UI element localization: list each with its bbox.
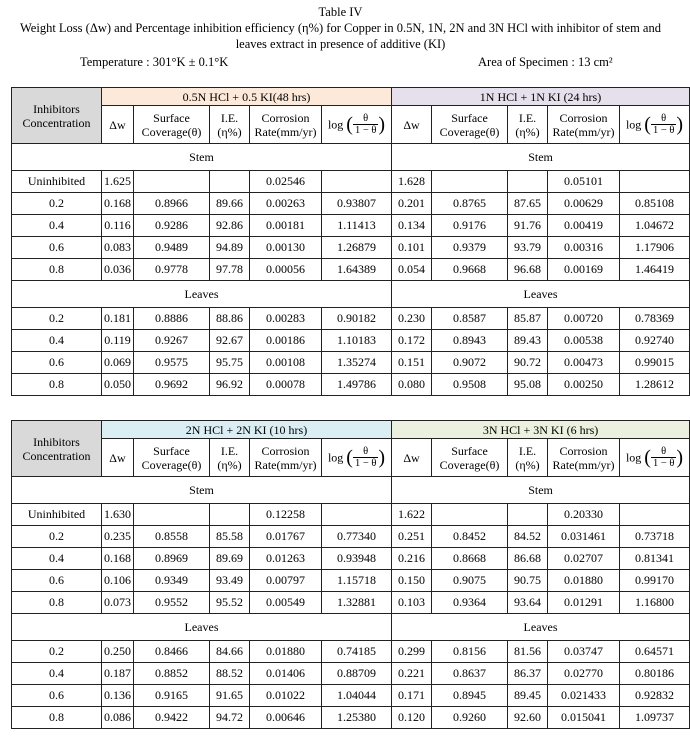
log-label: log	[327, 117, 344, 132]
cell-coverage: 0.9508	[432, 374, 508, 396]
cell-ie: 93.49	[210, 570, 250, 592]
cell-log: 0.64571	[620, 641, 690, 663]
log-label: log	[625, 117, 642, 132]
concentration-cell: Uninhibited	[12, 504, 102, 526]
cell-coverage: 0.8969	[134, 548, 210, 570]
theta-ratio-fraction	[353, 446, 378, 469]
cell-dw: 0.134	[392, 215, 432, 237]
cell-ie: 86.37	[508, 663, 548, 685]
cell-dw: 0.073	[102, 592, 134, 614]
cell-corrosion: 0.00186	[250, 330, 322, 352]
cell-log: 0.88709	[322, 663, 392, 685]
cell-coverage: 0.9692	[134, 374, 210, 396]
cell-log: 1.32881	[322, 592, 392, 614]
concentration-cell: 0.6	[12, 237, 102, 259]
one-minus-theta-denominator: 1 − θ	[652, 458, 675, 469]
cell-log: 0.93807	[322, 193, 392, 215]
cell-coverage: 0.9260	[432, 707, 508, 729]
one-minus-theta-denominator: 1 − θ	[354, 458, 377, 469]
col-header-weight-loss: Δw	[102, 106, 134, 144]
cell-corrosion: 0.00130	[250, 237, 322, 259]
concentration-cell: 0.2	[12, 526, 102, 548]
cell-ie: 84.66	[210, 641, 250, 663]
table-row	[12, 259, 690, 281]
col-header-inhibition-efficiency: I.E. (η%)	[210, 106, 250, 144]
table-row	[12, 171, 690, 193]
cell-coverage	[432, 171, 508, 193]
cell-log: 1.09737	[620, 707, 690, 729]
cell-coverage: 0.8587	[432, 308, 508, 330]
close-paren-glyph: )	[676, 113, 684, 136]
table-row	[12, 707, 690, 729]
cell-corrosion: 0.031461	[548, 526, 620, 548]
cell-coverage: 0.8943	[432, 330, 508, 352]
concentration-cell: Uninhibited	[12, 171, 102, 193]
cell-ie: 88.86	[210, 308, 250, 330]
cell-log: 0.78369	[620, 308, 690, 330]
cell-corrosion: 0.00181	[250, 215, 322, 237]
theta-numerator: θ	[353, 113, 378, 125]
cell-ie: 81.56	[508, 641, 548, 663]
cell-log: 0.93948	[322, 548, 392, 570]
theta-ratio-fraction	[651, 446, 676, 469]
cell-log: 1.11413	[322, 215, 392, 237]
cell-log: 1.16800	[620, 592, 690, 614]
theta-numerator: θ	[651, 446, 676, 458]
cell-corrosion: 0.00316	[548, 237, 620, 259]
cell-log	[620, 171, 690, 193]
cell-corrosion: 0.20330	[548, 504, 620, 526]
temperature-label: Temperature : 301°K ± 0.1°K	[80, 55, 229, 69]
cell-ie	[508, 171, 548, 193]
cell-corrosion: 0.01022	[250, 685, 322, 707]
cell-coverage: 0.9165	[134, 685, 210, 707]
cell-coverage: 0.8852	[134, 663, 210, 685]
cell-ie: 95.75	[210, 352, 250, 374]
cell-corrosion: 0.00169	[548, 259, 620, 281]
concentration-cell: 0.6	[12, 352, 102, 374]
col-header-log-ratio	[322, 439, 392, 477]
cell-ie	[210, 171, 250, 193]
cell-dw: 0.216	[392, 548, 432, 570]
cell-log: 0.92832	[620, 685, 690, 707]
col-header-log-ratio	[322, 106, 392, 144]
concentration-cell: 0.2	[12, 641, 102, 663]
cell-coverage: 0.8765	[432, 193, 508, 215]
concentration-cell: 0.4	[12, 330, 102, 352]
col-header-log-ratio	[620, 106, 690, 144]
col-header-inhibition-efficiency: I.E. (η%)	[508, 106, 548, 144]
cell-log: 0.74185	[322, 641, 392, 663]
close-paren-glyph: )	[378, 446, 386, 469]
col-header-log-ratio	[620, 439, 690, 477]
cell-ie: 85.58	[210, 526, 250, 548]
concentration-cell: 0.6	[12, 685, 102, 707]
cell-corrosion: 0.00629	[548, 193, 620, 215]
cell-dw: 0.086	[102, 707, 134, 729]
cell-dw: 0.054	[392, 259, 432, 281]
cell-coverage: 0.9176	[432, 215, 508, 237]
cell-corrosion: 0.00250	[548, 374, 620, 396]
concentration-cell: 0.4	[12, 548, 102, 570]
cell-log: 1.49786	[322, 374, 392, 396]
col-header-inhibitors-concentration: Inhibitors Concentration	[12, 421, 102, 477]
table-number: Table IV	[318, 5, 363, 19]
cell-log	[620, 504, 690, 526]
cell-coverage: 0.9349	[134, 570, 210, 592]
close-paren-glyph: )	[378, 113, 386, 136]
cell-log: 1.46419	[620, 259, 690, 281]
section-label-leaves: Leaves	[12, 614, 392, 641]
table-row	[12, 570, 690, 592]
cell-log: 0.90182	[322, 308, 392, 330]
col-header-surface-coverage: Surface Coverage(θ)	[432, 439, 508, 477]
cell-ie: 97.78	[210, 259, 250, 281]
cell-log: 1.35274	[322, 352, 392, 374]
cell-dw: 1.630	[102, 504, 134, 526]
cell-corrosion: 0.00263	[250, 193, 322, 215]
cell-dw: 0.230	[392, 308, 432, 330]
cell-ie: 87.65	[508, 193, 548, 215]
weight-loss-table-high-concentration	[11, 420, 690, 729]
open-paren-glyph: (	[644, 113, 651, 136]
cell-ie	[210, 504, 250, 526]
cell-dw: 0.119	[102, 330, 134, 352]
cell-log: 0.73718	[620, 526, 690, 548]
cell-coverage: 0.9286	[134, 215, 210, 237]
table-row	[12, 308, 690, 330]
cell-dw: 0.069	[102, 352, 134, 374]
cell-ie: 96.68	[508, 259, 548, 281]
cell-log: 0.99170	[620, 570, 690, 592]
condition-title-left: 0.5N HCl + 0.5 KI(48 hrs)	[102, 88, 392, 106]
cell-coverage: 0.8945	[432, 685, 508, 707]
cell-ie: 85.87	[508, 308, 548, 330]
cell-log: 0.85108	[620, 193, 690, 215]
table-caption-line-1: Weight Loss (Δw) and Percentage inhibition efficiency (η%) for Copper in 0.5N, 1N, 2N and 3N HCl with inhibitor of stem and	[20, 21, 661, 35]
cell-corrosion: 0.01291	[548, 592, 620, 614]
cell-ie: 94.72	[210, 707, 250, 729]
cell-ie	[508, 504, 548, 526]
cell-corrosion: 0.12258	[250, 504, 322, 526]
cell-log: 0.99015	[620, 352, 690, 374]
cell-coverage: 0.9552	[134, 592, 210, 614]
cell-dw: 0.103	[392, 592, 432, 614]
cell-ie: 95.08	[508, 374, 548, 396]
cell-dw: 0.116	[102, 215, 134, 237]
cell-coverage: 0.9422	[134, 707, 210, 729]
cell-log: 1.10183	[322, 330, 392, 352]
cell-dw: 0.150	[392, 570, 432, 592]
cell-coverage: 0.9778	[134, 259, 210, 281]
cell-coverage: 0.9379	[432, 237, 508, 259]
cell-coverage	[134, 504, 210, 526]
col-header-surface-coverage: Surface Coverage(θ)	[134, 439, 210, 477]
cell-ie: 88.52	[210, 663, 250, 685]
cell-corrosion: 0.05101	[548, 171, 620, 193]
table-caption-line-2: leaves extract in presence of additive (KI)	[235, 37, 446, 51]
open-paren-glyph: (	[346, 446, 353, 469]
table-row	[12, 526, 690, 548]
table-row	[12, 504, 690, 526]
cell-dw: 0.187	[102, 663, 134, 685]
concentration-cell: 0.4	[12, 663, 102, 685]
cell-ie: 84.52	[508, 526, 548, 548]
cell-corrosion: 0.021433	[548, 685, 620, 707]
cell-corrosion: 0.01880	[250, 641, 322, 663]
cell-dw: 1.628	[392, 171, 432, 193]
cell-ie: 90.72	[508, 352, 548, 374]
cell-dw: 0.201	[392, 193, 432, 215]
cell-ie: 96.92	[210, 374, 250, 396]
cell-coverage: 0.8637	[432, 663, 508, 685]
cell-ie: 91.76	[508, 215, 548, 237]
col-header-surface-coverage: Surface Coverage(θ)	[432, 106, 508, 144]
log-label: log	[625, 450, 642, 465]
cell-ie: 93.79	[508, 237, 548, 259]
cell-log: 1.25380	[322, 707, 392, 729]
cell-log: 0.81341	[620, 548, 690, 570]
cell-ie: 86.68	[508, 548, 548, 570]
cell-ie: 89.45	[508, 685, 548, 707]
cell-ie: 95.52	[210, 592, 250, 614]
table-row	[12, 237, 690, 259]
cell-corrosion: 0.015041	[548, 707, 620, 729]
one-minus-theta-denominator: 1 − θ	[354, 125, 377, 136]
cell-log: 1.28612	[620, 374, 690, 396]
cell-dw: 0.106	[102, 570, 134, 592]
section-label-stem: Stem	[12, 477, 392, 504]
col-header-corrosion-rate: Corrosion Rate(mm/yr)	[548, 439, 620, 477]
col-header-corrosion-rate: Corrosion Rate(mm/yr)	[548, 106, 620, 144]
table-row	[12, 374, 690, 396]
cell-dw: 0.168	[102, 548, 134, 570]
cell-corrosion: 0.00797	[250, 570, 322, 592]
cell-coverage: 0.8966	[134, 193, 210, 215]
specimen-area-label: Area of Specimen : 13 cm²	[478, 55, 613, 69]
cell-dw: 0.151	[392, 352, 432, 374]
cell-dw: 0.168	[102, 193, 134, 215]
cell-coverage: 0.9575	[134, 352, 210, 374]
cell-corrosion: 0.01880	[548, 570, 620, 592]
cell-log: 0.92740	[620, 330, 690, 352]
cell-dw: 1.622	[392, 504, 432, 526]
cell-corrosion: 0.00108	[250, 352, 322, 374]
cell-log: 1.04044	[322, 685, 392, 707]
col-header-weight-loss: Δw	[102, 439, 134, 477]
cell-log	[322, 504, 392, 526]
cell-dw: 0.171	[392, 685, 432, 707]
table-row	[12, 548, 690, 570]
header-row-columns	[12, 106, 690, 144]
cell-dw: 0.050	[102, 374, 134, 396]
section-label-leaves: Leaves	[392, 614, 690, 641]
header-row-titles	[12, 88, 690, 106]
table-row	[12, 215, 690, 237]
cell-dw: 0.101	[392, 237, 432, 259]
cell-ie: 92.86	[210, 215, 250, 237]
cell-coverage	[432, 504, 508, 526]
concentration-cell: 0.8	[12, 592, 102, 614]
cell-coverage: 0.8886	[134, 308, 210, 330]
cell-coverage: 0.9072	[432, 352, 508, 374]
cell-log	[322, 171, 392, 193]
table-row	[12, 193, 690, 215]
cell-coverage	[134, 171, 210, 193]
theta-numerator: θ	[353, 446, 378, 458]
cell-corrosion: 0.01263	[250, 548, 322, 570]
cell-dw: 0.181	[102, 308, 134, 330]
section-label-stem: Stem	[392, 144, 690, 171]
header-row-columns	[12, 439, 690, 477]
cell-corrosion: 0.00473	[548, 352, 620, 374]
cell-log: 1.26879	[322, 237, 392, 259]
section-row-leaves	[12, 281, 690, 308]
close-paren-glyph: )	[676, 446, 684, 469]
cell-corrosion: 0.00720	[548, 308, 620, 330]
table-row	[12, 352, 690, 374]
cell-coverage: 0.9364	[432, 592, 508, 614]
cell-dw: 0.080	[392, 374, 432, 396]
cell-dw: 0.036	[102, 259, 134, 281]
concentration-cell: 0.2	[12, 193, 102, 215]
table-row	[12, 685, 690, 707]
header-row-titles	[12, 421, 690, 439]
cell-coverage: 0.9075	[432, 570, 508, 592]
weight-loss-table-low-concentration	[11, 87, 690, 396]
col-header-corrosion-rate: Corrosion Rate(mm/yr)	[250, 106, 322, 144]
cell-corrosion: 0.02770	[548, 663, 620, 685]
table-row	[12, 592, 690, 614]
concentration-cell: 0.4	[12, 215, 102, 237]
section-label-leaves: Leaves	[12, 281, 392, 308]
cell-corrosion: 0.00056	[250, 259, 322, 281]
cell-log: 1.04672	[620, 215, 690, 237]
cell-ie: 93.64	[508, 592, 548, 614]
col-header-inhibition-efficiency: I.E. (η%)	[210, 439, 250, 477]
cell-log: 0.80186	[620, 663, 690, 685]
concentration-cell: 0.8	[12, 707, 102, 729]
cell-ie: 89.66	[210, 193, 250, 215]
cell-dw: 0.250	[102, 641, 134, 663]
cell-ie: 92.67	[210, 330, 250, 352]
col-header-inhibitors-concentration: Inhibitors Concentration	[12, 88, 102, 144]
condition-title-left: 2N HCl + 2N KI (10 hrs)	[102, 421, 392, 439]
cell-ie: 89.69	[210, 548, 250, 570]
cell-dw: 0.083	[102, 237, 134, 259]
cell-dw: 0.221	[392, 663, 432, 685]
cell-coverage: 0.8668	[432, 548, 508, 570]
cell-corrosion: 0.00549	[250, 592, 322, 614]
cell-corrosion: 0.00078	[250, 374, 322, 396]
cell-ie: 94.89	[210, 237, 250, 259]
cell-ie: 91.65	[210, 685, 250, 707]
cell-coverage: 0.8156	[432, 641, 508, 663]
cell-corrosion: 0.01406	[250, 663, 322, 685]
cell-coverage: 0.8452	[432, 526, 508, 548]
cell-dw: 0.235	[102, 526, 134, 548]
open-paren-glyph: (	[346, 113, 353, 136]
col-header-weight-loss: Δw	[392, 106, 432, 144]
section-row-leaves	[12, 614, 690, 641]
col-header-surface-coverage: Surface Coverage(θ)	[134, 106, 210, 144]
cell-coverage: 0.8558	[134, 526, 210, 548]
theta-numerator: θ	[651, 113, 676, 125]
table-row	[12, 663, 690, 685]
cell-corrosion: 0.00419	[548, 215, 620, 237]
theta-ratio-fraction	[353, 113, 378, 136]
condition-title-right: 1N HCl + 1N KI (24 hrs)	[392, 88, 690, 106]
cell-coverage: 0.9668	[432, 259, 508, 281]
cell-coverage: 0.8466	[134, 641, 210, 663]
section-row-stem	[12, 477, 690, 504]
cell-corrosion: 0.02707	[548, 548, 620, 570]
cell-corrosion: 0.00538	[548, 330, 620, 352]
cell-dw: 0.299	[392, 641, 432, 663]
table-row	[12, 641, 690, 663]
cell-log: 1.17906	[620, 237, 690, 259]
theta-ratio-fraction	[651, 113, 676, 136]
cell-corrosion: 0.00646	[250, 707, 322, 729]
table-row	[12, 330, 690, 352]
log-label: log	[327, 450, 344, 465]
cell-ie: 90.75	[508, 570, 548, 592]
cell-log: 1.64389	[322, 259, 392, 281]
section-label-stem: Stem	[392, 477, 690, 504]
concentration-cell: 0.8	[12, 374, 102, 396]
cell-dw: 0.136	[102, 685, 134, 707]
col-header-weight-loss: Δw	[392, 439, 432, 477]
cell-coverage: 0.9267	[134, 330, 210, 352]
condition-title-right: 3N HCl + 3N KI (6 hrs)	[392, 421, 690, 439]
cell-log: 0.77340	[322, 526, 392, 548]
col-header-inhibition-efficiency: I.E. (η%)	[508, 439, 548, 477]
section-row-stem	[12, 144, 690, 171]
open-paren-glyph: (	[644, 446, 651, 469]
cell-coverage: 0.9489	[134, 237, 210, 259]
col-header-corrosion-rate: Corrosion Rate(mm/yr)	[250, 439, 322, 477]
cell-corrosion: 0.00283	[250, 308, 322, 330]
section-label-leaves: Leaves	[392, 281, 690, 308]
cell-corrosion: 0.03747	[548, 641, 620, 663]
cell-corrosion: 0.02546	[250, 171, 322, 193]
cell-ie: 92.60	[508, 707, 548, 729]
cell-log: 1.15718	[322, 570, 392, 592]
cell-dw: 0.251	[392, 526, 432, 548]
concentration-cell: 0.2	[12, 308, 102, 330]
one-minus-theta-denominator: 1 − θ	[652, 125, 675, 136]
concentration-cell: 0.8	[12, 259, 102, 281]
cell-dw: 0.172	[392, 330, 432, 352]
cell-corrosion: 0.01767	[250, 526, 322, 548]
cell-dw: 1.625	[102, 171, 134, 193]
cell-dw: 0.120	[392, 707, 432, 729]
cell-ie: 89.43	[508, 330, 548, 352]
section-label-stem: Stem	[12, 144, 392, 171]
concentration-cell: 0.6	[12, 570, 102, 592]
